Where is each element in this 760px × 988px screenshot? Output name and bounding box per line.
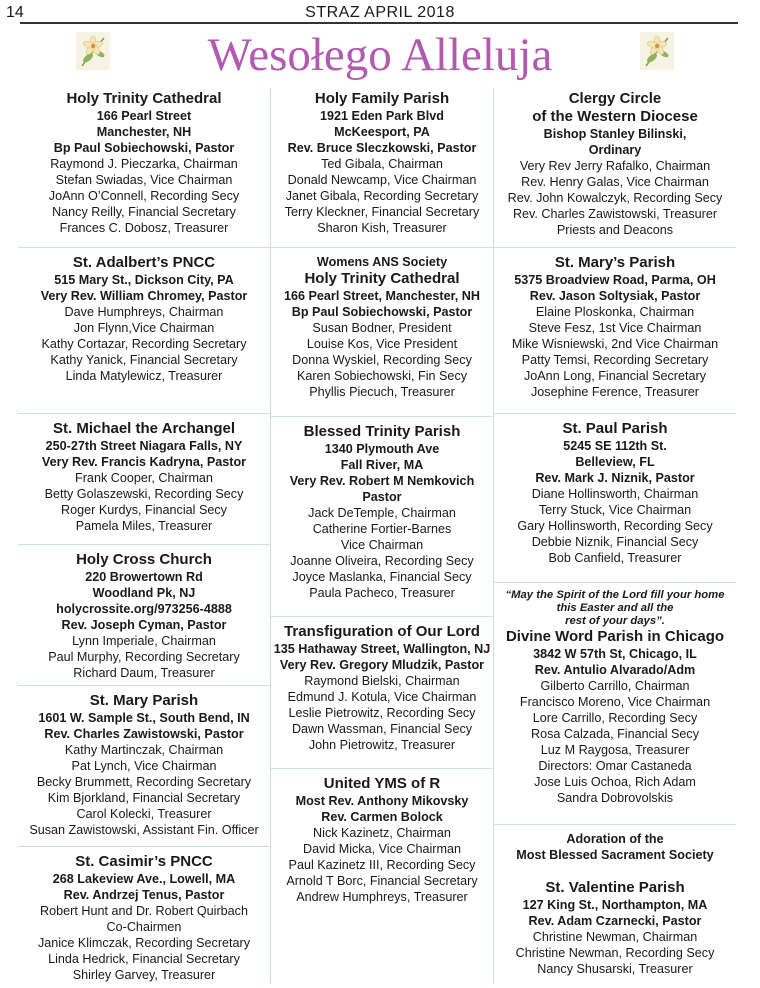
lily-flower-icon (640, 32, 674, 70)
organization-name: United YMS of R (323, 775, 441, 792)
listing-line: Pat Lynch, Vice Chairman (71, 759, 217, 773)
organization-name: Holy Trinity Cathedral (304, 270, 460, 287)
listing-line: Bishop Stanley Bilinski, (543, 127, 687, 141)
listing-line: Co-Chairmen (106, 920, 182, 934)
listing-line: Gary Hollinsworth, Recording Secy (517, 519, 713, 533)
listing-line: 1921 Eden Park Blvd (320, 109, 444, 123)
listing-line: Jon Flynn,Vice Chairman (73, 321, 215, 335)
listing-line: Shirley Garvey, Treasurer (72, 968, 216, 982)
organization-block (18, 413, 270, 534)
organization-block (271, 247, 493, 400)
organization-name: St. Valentine Parish (545, 879, 685, 896)
listing-line: 515 Mary St., Dickson City, PA (54, 273, 234, 287)
listing-line: Rev. Bruce Sleczkowski, Pastor (287, 141, 477, 155)
listing-line: Paula Pacheco, Treasurer (309, 586, 455, 600)
organization-block (494, 582, 736, 806)
listing-line: Very Rev Jerry Rafalko, Chairman (519, 159, 711, 173)
listing-line: Pamela Miles, Treasurer (75, 519, 213, 533)
listing-line: Debbie Niznik, Financial Secy (531, 535, 699, 549)
listing-line: Donna Wyskiel, Recording Secy (292, 353, 472, 367)
listing-line: Kathy Yanick, Financial Secretary (50, 353, 238, 367)
listing-line: Joanne Oliveira, Recording Secy (290, 554, 474, 568)
listing-line: 5375 Broadview Road, Parma, OH (514, 273, 716, 287)
listing-line: Rev. Jason Soltysiak, Pastor (529, 289, 701, 303)
listing-line: Jose Luis Ochoa, Rich Adam (534, 775, 696, 789)
listing-line: Mike Wisniewski, 2nd Vice Chairman (511, 337, 719, 351)
listing-line: Womens ANS Society (316, 255, 448, 269)
listing-line: Rev. Charles Zawistowski, Pastor (44, 727, 244, 741)
listing-line: Linda Hedrick, Financial Secretary (48, 952, 240, 966)
listing-line: 127 King St., Northampton, MA (522, 898, 708, 912)
listing-line: Rev. Henry Galas, Vice Chairman (521, 175, 709, 189)
organization-block (18, 544, 270, 681)
listing-line: Bp Paul Sobiechowski, Pastor (291, 305, 473, 319)
organization-name: Blessed Trinity Parish (303, 423, 461, 440)
listing-line: Frank Cooper, Chairman (75, 471, 213, 485)
listing-line: Directors: Omar Castaneda (538, 759, 692, 773)
organization-name: Holy Family Parish (314, 90, 450, 107)
listing-line: Edmund J. Kotula, Vice Chairman (287, 690, 477, 704)
organization-block (18, 88, 270, 236)
listing-line: Janet Gibala, Recording Secretary (285, 189, 479, 203)
listing-line: Bob Canfield, Treasurer (548, 551, 682, 565)
listing-line: David Micka, Vice Chairman (303, 842, 461, 856)
listing-line: 135 Hathaway Street, Wallington, NJ (273, 642, 491, 656)
listing-line: Steve Fesz, 1st Vice Chairman (528, 321, 702, 335)
listing-line: Betty Golaszewski, Recording Secy (44, 487, 244, 501)
organization-name: St. Mary’s Parish (554, 254, 676, 271)
organization-block (494, 88, 736, 238)
listing-line: McKeesport, PA (334, 125, 430, 139)
listing-line: Ted Gibala, Chairman (321, 157, 443, 171)
listing-line: John Pietrowitz, Treasurer (308, 738, 456, 752)
listing-line: Kim Bjorkland, Financial Secretary (47, 791, 241, 805)
listing-line: 166 Pearl Street (96, 109, 192, 123)
listing-line: Lore Carrillo, Recording Secy (532, 711, 698, 725)
listing-line: Very Rev. Gregory Mludzik, Pastor (279, 658, 485, 672)
listing-line: Lynn Imperiale, Chairman (72, 634, 216, 648)
organization-name: Clergy Circle (568, 90, 662, 107)
listing-line: Christine Newman, Chairman (532, 930, 698, 944)
listing-line: Jack DeTemple, Chairman (308, 506, 456, 520)
listing-line: Josephine Ference, Treasurer (530, 385, 699, 399)
listing-line: Kathy Martinczak, Chairman (64, 743, 224, 757)
listing-line: Nancy Shusarski, Treasurer (537, 962, 693, 976)
listing-line: Catherine Fortier-Barnes (312, 522, 452, 536)
listing-line: Louise Kos, Vice President (306, 337, 458, 351)
listing-line: Most Blessed Sacrament Society (516, 848, 714, 862)
listing-line: Most Rev. Anthony Mikovsky (295, 794, 469, 808)
listing-line: Very Rev. Francis Kadryna, Pastor (41, 455, 247, 469)
organization-name: Transfiguration of Our Lord (284, 623, 480, 640)
listing-line: Phyllis Piecuch, Treasurer (309, 385, 455, 399)
organization-name: Divine Word Parish in Chicago (505, 628, 725, 645)
listing-line: Karen Sobiechowski, Fin Secy (296, 369, 468, 383)
listing-line: Nick Kazinetz, Chairman (313, 826, 451, 840)
listing-line: Belleview, FL (575, 455, 655, 469)
listing-line: Carol Kolecki, Treasurer (76, 807, 212, 821)
listing-line: 268 Lakeview Ave., Lowell, MA (52, 872, 236, 886)
organization-block (18, 685, 270, 838)
listing-line: 220 Browertown Rd (85, 570, 203, 584)
organization-block (18, 247, 270, 384)
listing-line: Nancy Reilly, Financial Secretary (52, 205, 236, 219)
column-left (18, 88, 270, 984)
listing-line: Very Rev. Robert M Nemkovich (289, 474, 475, 488)
listing-line: Elaine Ploskonka, Chairman (535, 305, 695, 319)
listing-line: Stefan Swiadas, Vice Chairman (55, 173, 233, 187)
column-right (494, 88, 736, 984)
listing-line: Rev. Carmen Bolock (321, 810, 443, 824)
listing-line: Luz M Raygosa, Treasurer (540, 743, 690, 757)
listing-line: Rosa Calzada, Financial Secy (531, 727, 699, 741)
listing-line: Very Rev. William Chromey, Pastor (40, 289, 248, 303)
listing-line: Robert Hunt and Dr. Robert Quirbach (40, 904, 248, 918)
listing-line: Arnold T Borc, Financial Secretary (286, 874, 478, 888)
listing-line: 3842 W 57th St, Chicago, IL (533, 647, 697, 661)
listing-line: Rev. Charles Zawistowski, Treasurer (512, 207, 718, 221)
organization-name: St. Casimir’s PNCC (75, 853, 213, 870)
listing-line: Vice Chairman (340, 538, 424, 552)
organization-name: St. Michael the Archangel (53, 420, 235, 437)
listing-line: Kathy Cortazar, Recording Secretary (41, 337, 247, 351)
listing-line: Terry Kleckner, Financial Secretary (284, 205, 480, 219)
listing-line: Christine Newman, Recording Secy (515, 946, 715, 960)
organization-block (18, 846, 270, 983)
organization-block (494, 413, 736, 566)
listing-line: Roger Kurdys, Financial Secy (61, 503, 227, 517)
organization-name: Holy Cross Church (76, 551, 212, 568)
listing-line: JoAnn O’Connell, Recording Secy (48, 189, 240, 203)
organization-block (494, 824, 736, 977)
listing-line: rest of your days”. (565, 615, 665, 627)
organization-block (271, 416, 493, 601)
listing-line: Rev. John Kowalczyk, Recording Secy (507, 191, 723, 205)
listing-line: 166 Pearl Street, Manchester, NH (284, 289, 480, 303)
listing-line: Richard Daum, Treasurer (73, 666, 215, 680)
listing-line: Manchester, NH (96, 125, 192, 139)
listing-line: Janice Klimczak, Recording Secretary (37, 936, 251, 950)
listing-line: Rev. Joseph Cyman, Pastor (61, 618, 227, 632)
listing-line: Pastor (362, 490, 402, 504)
listing-line: Priests and Deacons (556, 223, 674, 237)
banner-title: Wesołego Alleluja (207, 29, 553, 81)
listing-line: Dave Humphreys, Chairman (64, 305, 224, 319)
organization-name: St. Adalbert’s PNCC (72, 254, 216, 271)
listing-line: Paul Kazinetz III, Recording Secy (288, 858, 476, 872)
organization-name: of the Western Diocese (532, 108, 698, 125)
organization-name: St. Mary Parish (89, 692, 199, 709)
listing-line: Donald Newcamp, Vice Chairman (287, 173, 477, 187)
listing-line: JoAnn Long, Financial Secretary (523, 369, 706, 383)
listing-line: Sharon Kish, Treasurer (317, 221, 447, 235)
organization-block (494, 247, 736, 400)
listing-line: Susan Zawistowski, Assistant Fin. Officer (29, 823, 259, 837)
listing-line: Sandra Dobrovolskis (556, 791, 674, 805)
listing-line: “May the Spirit of the Lord fill your home (505, 589, 725, 601)
listing-line: Rev. Andrzej Tenus, Pastor (63, 888, 225, 902)
listing-line: Ordinary (588, 143, 642, 157)
listing-line: Paul Murphy, Recording Secretary (48, 650, 240, 664)
listing-line: Raymond Bielski, Chairman (304, 674, 460, 688)
listing-line: Raymond J. Pieczarka, Chairman (50, 157, 238, 171)
listing-line (494, 863, 736, 879)
listing-line: Gilberto Carrillo, Chairman (540, 679, 690, 693)
listing-line: Adoration of the (566, 832, 664, 846)
organization-block (271, 616, 493, 753)
listing-line: Linda Matylewicz, Treasurer (65, 369, 223, 383)
listing-line: Rev. Adam Czarnecki, Pastor (528, 914, 702, 928)
listing-line: this Easter and all the (556, 602, 674, 614)
organization-block (271, 88, 493, 236)
organization-name: St. Paul Parish (562, 420, 668, 437)
listing-line: Bp Paul Sobiechowski, Pastor (53, 141, 235, 155)
listing-line: Patty Temsi, Recording Secretary (521, 353, 709, 367)
listing-line: Diane Hollinsworth, Chairman (531, 487, 699, 501)
listing-line: Andrew Humphreys, Treasurer (296, 890, 468, 904)
listing-line: Fall River, MA (340, 458, 424, 472)
organization-name: Holy Trinity Cathedral (66, 90, 222, 107)
listing-line: Rev. Antulio Alvarado/Adm (534, 663, 696, 677)
listing-line: Dawn Wassman, Financial Secy (291, 722, 473, 736)
listing-line: Frances C. Dobosz, Treasurer (59, 221, 229, 235)
organization-block (271, 768, 493, 905)
listing-line: 5245 SE 112th St. (563, 439, 667, 453)
listing-line: Becky Brummett, Recording Secretary (36, 775, 252, 789)
page-number: 14 (6, 4, 24, 21)
listing-line: holycrossite.org/973256-4888 (56, 602, 232, 616)
listing-line: Terry Stuck, Vice Chairman (538, 503, 692, 517)
listing-line: Joyce Maslanka, Financial Secy (292, 570, 472, 584)
listing-line: 1601 W. Sample St., South Bend, IN (38, 711, 250, 725)
listing-line: Rev. Mark J. Niznik, Pastor (535, 471, 695, 485)
publication-header: STRAZ APRIL 2018 (305, 4, 455, 21)
header-rule (20, 22, 738, 24)
listing-line: Susan Bodner, President (312, 321, 452, 335)
listing-line: Francisco Moreno, Vice Chairman (519, 695, 711, 709)
listing-line: Woodland Pk, NJ (92, 586, 196, 600)
column-middle (271, 88, 493, 984)
listing-line: Leslie Pietrowitz, Recording Secy (288, 706, 476, 720)
listing-line: 250-27th Street Niagara Falls, NY (45, 439, 243, 453)
listing-line: 1340 Plymouth Ave (324, 442, 440, 456)
